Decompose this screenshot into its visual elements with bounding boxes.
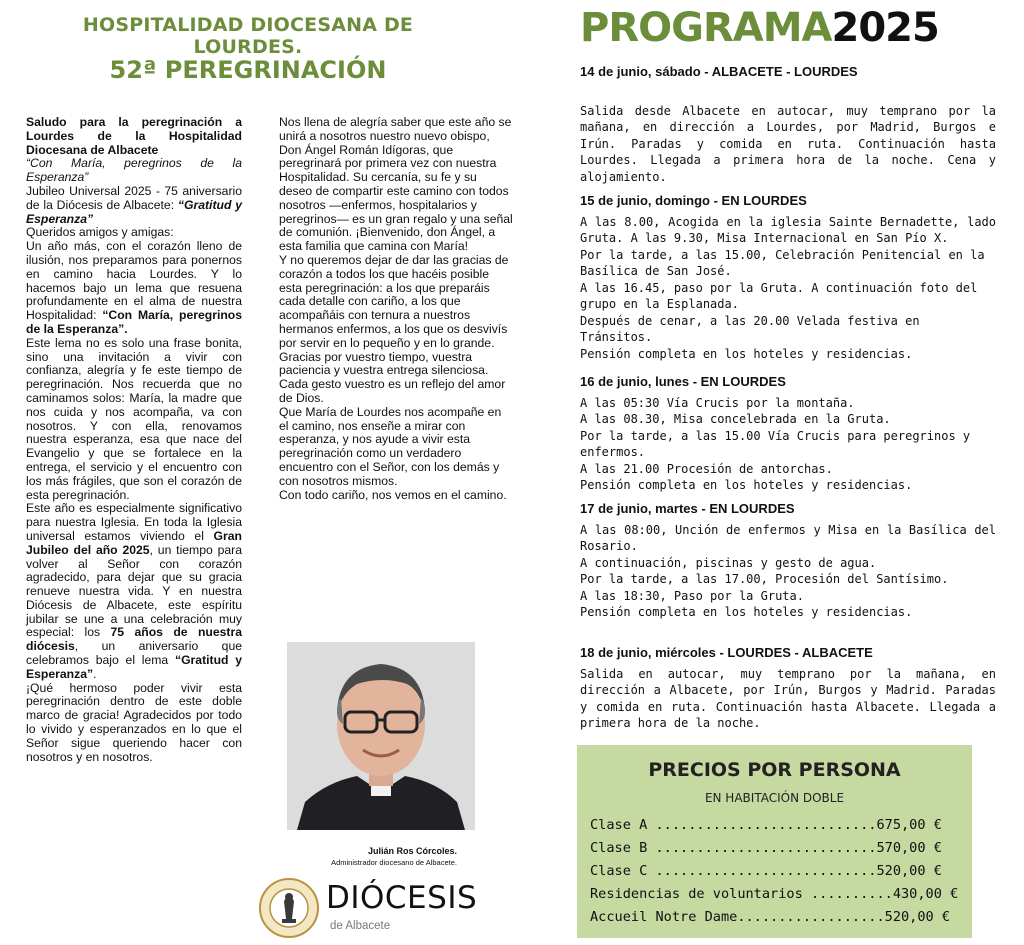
portrait-illustration — [287, 642, 475, 830]
program-day-line: A continuación, piscinas y gesto de agua. — [580, 555, 877, 570]
letter-paragraph: Y no queremos dejar de dar las gracias de corazón a todos los que hacéis posible esta peregrinación: a los que preparáis cada detalle con cariño, a los que acompañáis con ternura a nuestros hermanos enfermos, a los que os desvivís por servir en lo pequeño y en lo grande. Gracias por vuestro tiempo, vuestra paciencia y vuestra entrega silenciosa. Cada gesto vuestro es un reflejo del amor de Dios. — [279, 252, 509, 405]
diocese-seal-icon — [258, 877, 320, 939]
program-day-line: Después de cenar, a las 20.00 Velada festiva en Tránsitos. — [580, 313, 920, 344]
letter-jubilee-line: Jubileo Universal 2025 - 75 aniversario de la Diócesis de Albacete: “Gratitud y Esperanza” — [26, 183, 242, 226]
program-day-line: A las 21.00 Procesión de antorchas. — [580, 461, 833, 476]
prices-subtitle: EN HABITACIÓN DOBLE — [704, 791, 845, 805]
program-day-heading: 17 de junio, martes - EN LOURDES — [580, 501, 795, 516]
letter-paragraph: Este lema no es solo una frase bonita, sino una invitación a vivir con confianza, alegría y fe este tiempo de peregrinación. Nos recuerda que no caminamos solos: María, la madre que nos cuida y nos acompaña, va con nosotros. Y con ella, renovamos nuestra esperanza, esa que nace del Evangelio y que se fortalece en la entrega, el servicio y el encuentro con los más frágiles, que son el corazón de esta peregrinación. — [26, 335, 242, 502]
program-title — [580, 5, 939, 51]
program-day-heading: 14 de junio, sábado - ALBACETE - LOURDES — [580, 64, 858, 79]
letter-paragraph: Un año más, con el corazón lleno de ilusión, nos preparamos para ponernos en camino hacia Lourdes. Y lo hacemos bajo un lema que resuena profundamente en el alma de nuestra Hospitalidad: “Con María, peregrinos de la Esperanza”. — [26, 239, 242, 336]
letter-paragraph: Que María de Lourdes nos acompañe en el camino, nos enseñe a mirar con esperanza, y nos ayude a vivir esta peregrinación como un verdadero encuentro con el Señor, con los demás y con nosotros mismos. — [279, 404, 502, 488]
program-day-line: A las 18:30, Paso por la Gruta. — [580, 588, 804, 603]
program-day — [580, 501, 996, 621]
letter-paragraph: Este año es especialmente significativo para nuestra Iglesia. En toda la Iglesia universal estamos viviendo el Gran Jubileo del año 2025, un tiempo para volver al Señor con corazón agradecido, para dejar que su gracia renueve nuestra vida. Y en nuestra Diócesis de Albacete, este espíritu jubilar se une a una celebración muy especial: los 75 años de nuestra diócesis, un aniversario que celebramos bajo el lema “Gratitud y Esperanza”. — [26, 501, 242, 681]
program-day — [580, 193, 996, 362]
signature-name: Julián Ros Córcoles. — [367, 846, 457, 856]
program-day-line: Por la tarde, a las 15.00, Celebración Penitencial en la Basílica de San José. — [580, 247, 985, 278]
program-day-line: Pensión completa en los hoteles y residencias. — [580, 605, 913, 619]
program-day-line: Por la tarde, a las 17.00, Procesión del Santísimo. — [580, 572, 949, 586]
price-row: Clase B ...........................570,00 € — [590, 840, 942, 856]
program-day — [580, 374, 996, 494]
prices-box — [577, 745, 972, 938]
program-day-line: Pensión completa en los hoteles y residencias. — [580, 478, 913, 492]
program-day-line: A las 05:30 Vía Crucis por la montaña. — [580, 395, 855, 410]
signature-role: Administrador diocesano de Albacete. — [331, 858, 457, 867]
program-day-line: Salida en autocar, muy temprano por la mañana, en dirección a Albacete, por Irún, Burgos y Madrid. Paradas y comida en ruta. Continuación hasta Albacete. Llegada a primera hora de la noche. — [580, 666, 996, 730]
letter-greeting-title: Saludo para la peregrinación a Lourdes de la Hospitalidad Diocesana de Albacete — [26, 115, 242, 157]
prices-title: PRECIOS POR PERSONA — [648, 759, 901, 781]
letter-motto: “Con María, peregrinos de la Esperanza” — [26, 156, 242, 185]
program-day-line: A las 08.30, Misa concelebrada en la Gruta. — [580, 412, 891, 426]
program-title-word: PROGRAMA — [580, 5, 832, 51]
price-row: Residencias de voluntarios ..........430,00 € — [590, 886, 959, 902]
program-title-year: 2025 — [831, 5, 939, 51]
document-title: HOSPITALIDAD DIOCESANA DE LOURDES. — [82, 14, 414, 58]
program-day-heading: 18 de junio, miércoles - LOURDES - ALBACETE — [580, 645, 873, 660]
letter-column-2 — [279, 116, 513, 502]
price-row: Clase A ...........................675,00 € — [590, 817, 942, 833]
diocese-logo-name: DIÓCESIS — [326, 880, 478, 916]
price-row: Accueil Notre Dame..................520,00 € — [590, 909, 951, 925]
letter-paragraph: Con todo cariño, nos vemos en el camino. — [279, 487, 507, 502]
administrator-portrait — [287, 642, 475, 830]
program-day-line: Pensión completa en los hoteles y residencias. — [580, 346, 913, 361]
program-day — [580, 645, 996, 732]
program-day-line: A las 08:00, Unción de enfermos y Misa en la Basílica del Rosario. — [580, 522, 996, 553]
program-day-heading: 15 de junio, domingo - EN LOURDES — [580, 193, 807, 208]
letter-salutation: Queridos amigos y amigas: — [26, 225, 174, 240]
program-day-line: A las 16.45, paso por la Gruta. A continuación foto del grupo en la Esplanada. — [580, 280, 978, 311]
diocese-logo-sub: de Albacete — [330, 920, 391, 932]
program-day-line: A las 8.00, Acogida en la iglesia Sainte Bernadette, lado Gruta. A las 9.30, Misa Internacional en San Pío X. — [580, 214, 996, 245]
document-subtitle: 52ª PEREGRINACIÓN — [109, 56, 387, 84]
letter-paragraph: Nos llena de alegría saber que este año se unirá a nosotros nuestro nuevo obispo, Don Ángel Román Idígoras, que peregrinará por primera vez con nuestra Hospitalidad. Su cercanía, su fe y su deseo de compartir este camino con todos nosotros —enfermos, hospitalarios y peregrinos— es un gran regalo y una señal de comunión. ¡Bienvenido, don Ángel, a esta familia que camina con María! — [279, 115, 513, 254]
program-day-line: Por la tarde, a las 15.00 Vía Crucis para peregrinos y enfermos. — [580, 428, 971, 459]
program-day-heading: 16 de junio, lunes - EN LOURDES — [580, 374, 786, 389]
program-day-line: Salida desde Albacete en autocar, muy temprano por la mañana, en dirección a Lourdes, por Madrid, Burgos e Irún. Paradas y comida en ruta. Continuación hasta Lourdes. Llegada a primera hora de la noche. Cena y alojamiento. — [580, 103, 996, 184]
letter-paragraph: ¡Qué hermoso poder vivir esta peregrinación dentro de este doble marco de gracia! Agradecidos por todo lo vivido y esperanzados en lo que el Señor sigue queriendo hacer con nosotros y en nosotros. — [26, 680, 242, 764]
letter-column-1 — [26, 116, 242, 764]
price-row: Clase C ...........................520,00 € — [590, 863, 942, 879]
program-day — [580, 64, 996, 185]
